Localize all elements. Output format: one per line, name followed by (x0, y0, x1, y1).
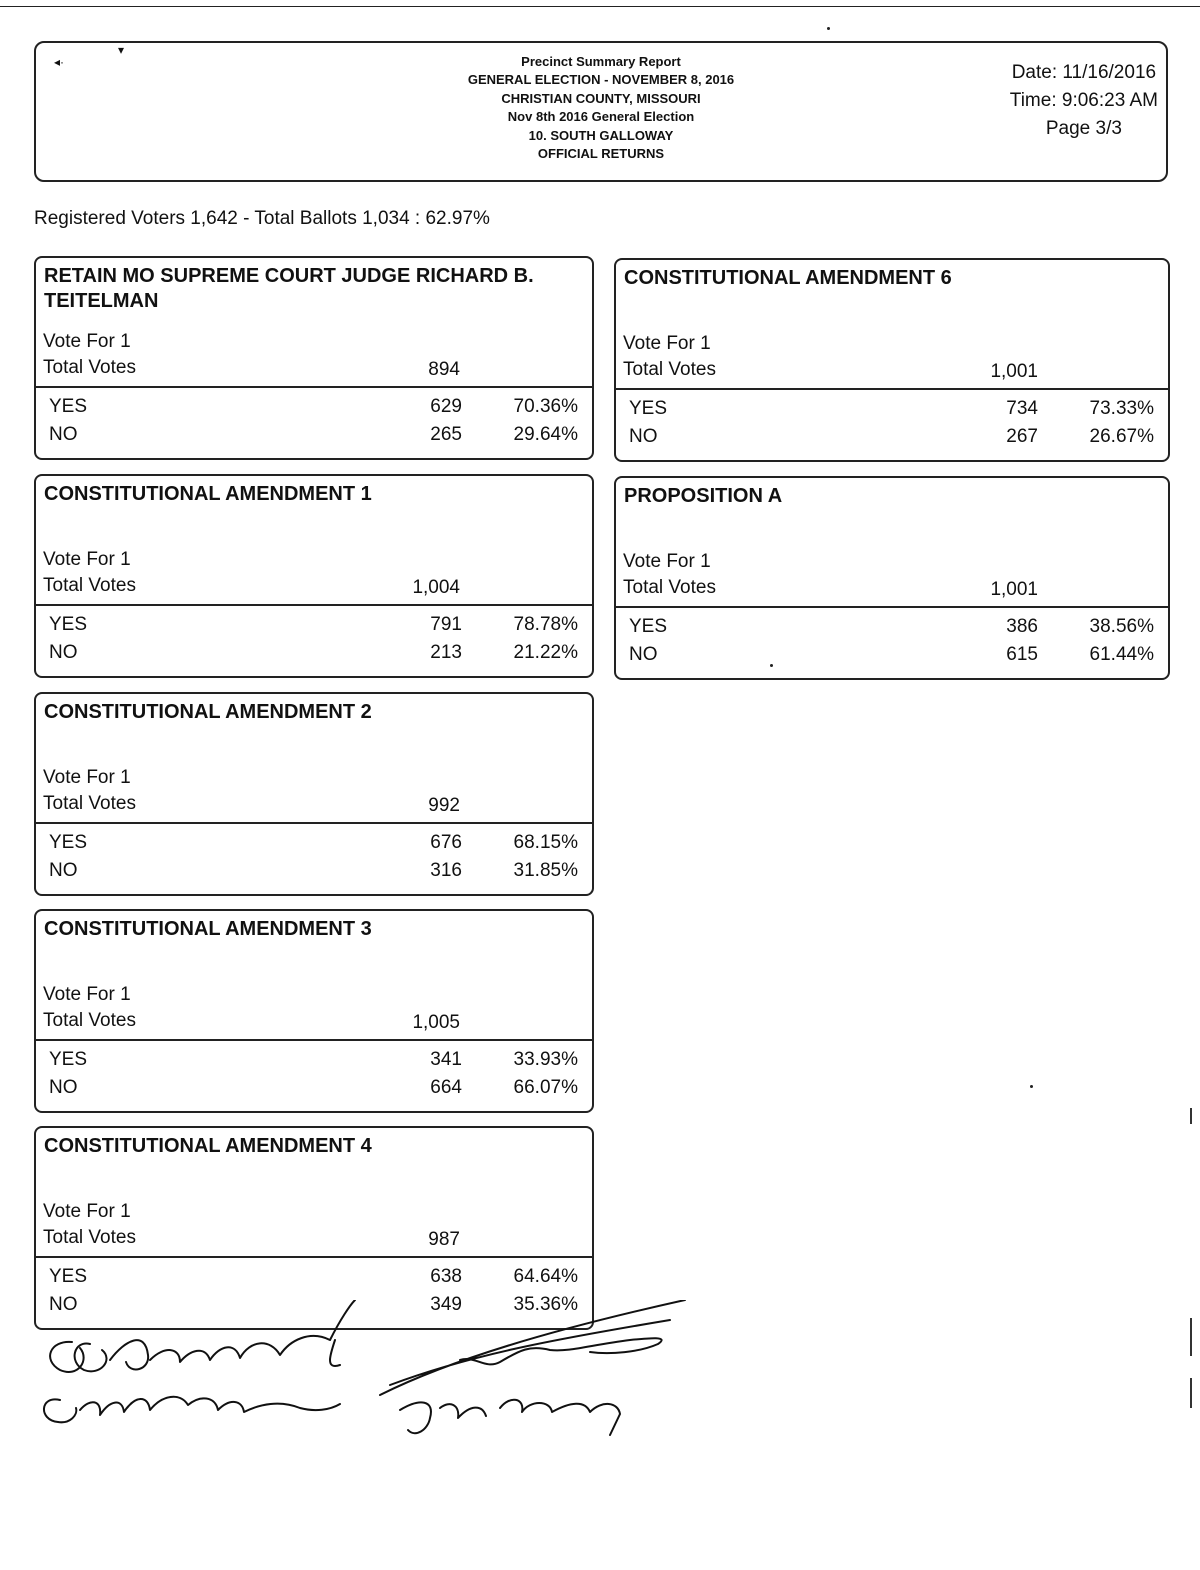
contest-title: CONSTITUTIONAL AMENDMENT 1 (44, 483, 372, 505)
contest-title: RETAIN MO SUPREME COURT JUDGE RICHARD B. TEITELMAN (44, 265, 534, 312)
choice-label: YES (629, 616, 668, 637)
total-votes-label: Total Votes (43, 575, 136, 596)
contest-box (34, 474, 594, 678)
choice-percent: 64.64% (513, 1266, 578, 1287)
total-votes-label: Total Votes (43, 357, 136, 378)
contest-box (34, 692, 594, 896)
scan-edge-mark (1190, 1378, 1192, 1408)
report-meta (1010, 59, 1158, 143)
choice-votes: 267 (1006, 426, 1038, 447)
contest-box (614, 476, 1170, 680)
total-votes-value: 1,001 (990, 579, 1038, 600)
contest-box (614, 258, 1170, 462)
choice-votes: 386 (1006, 616, 1038, 637)
result-row (36, 1266, 592, 1294)
choice-percent: 70.36% (513, 396, 578, 417)
choice-percent: 78.78% (513, 614, 578, 635)
result-row (36, 642, 592, 670)
registration-summary: Registered Voters 1,642 - Total Ballots 1,034 : 62.97% (34, 208, 490, 229)
signature-stroke (50, 1300, 355, 1372)
result-row (36, 614, 592, 642)
choice-votes: 638 (430, 1266, 462, 1287)
result-row (36, 1049, 592, 1077)
report-date: Date: 11/16/2016 (1011, 62, 1157, 83)
scan-mark: ▾ (118, 43, 125, 57)
choice-votes: 629 (430, 396, 462, 417)
divider (36, 1256, 592, 1258)
choice-percent: 73.33% (1089, 398, 1154, 419)
choice-label: YES (49, 614, 88, 635)
total-votes-label: Total Votes (43, 1010, 136, 1031)
choice-votes: 664 (430, 1077, 462, 1098)
vote-for-label: Vote For 1 (43, 549, 131, 570)
vote-for-label: Vote For 1 (43, 984, 131, 1005)
result-row (36, 832, 592, 860)
choice-votes: 615 (1006, 644, 1038, 665)
choice-percent: 38.56% (1089, 616, 1154, 637)
report-header (34, 41, 1168, 182)
election-name: GENERAL ELECTION - NOVEMBER 8, 2016 (467, 72, 735, 88)
vote-for-label: Vote For 1 (43, 331, 131, 352)
result-row (616, 398, 1168, 426)
scan-speck (770, 664, 773, 667)
scan-mark: ◂· (54, 55, 65, 69)
divider (36, 604, 592, 606)
total-votes-label: Total Votes (623, 577, 716, 598)
result-row (36, 1077, 592, 1105)
divider (36, 1039, 592, 1041)
choice-percent: 33.93% (513, 1049, 578, 1070)
result-row (616, 616, 1168, 644)
choice-label: YES (629, 398, 668, 419)
choice-votes: 791 (430, 614, 462, 635)
choice-votes: 316 (430, 860, 462, 881)
result-row (36, 396, 592, 424)
contest-box (34, 909, 594, 1113)
total-votes-value: 894 (428, 359, 460, 380)
contest-box (34, 256, 594, 460)
choice-label: YES (49, 1266, 88, 1287)
signature-stroke (44, 1397, 340, 1422)
choice-label: NO (49, 860, 78, 881)
report-title-block (36, 53, 1166, 163)
signature-stroke (380, 1300, 685, 1395)
scan-speck (827, 27, 830, 30)
choice-votes: 734 (1006, 398, 1038, 419)
choice-percent: 29.64% (513, 424, 578, 445)
result-row (616, 644, 1168, 672)
choice-label: NO (629, 644, 658, 665)
choice-label: NO (49, 424, 78, 445)
total-votes-label: Total Votes (43, 793, 136, 814)
scan-edge-mark (1190, 1108, 1192, 1124)
choice-label: YES (49, 832, 88, 853)
choice-percent: 21.22% (513, 642, 578, 663)
total-votes-label: Total Votes (623, 359, 716, 380)
total-votes-value: 1,005 (412, 1012, 460, 1033)
divider (36, 386, 592, 388)
choice-percent: 68.15% (513, 832, 578, 853)
result-row (36, 860, 592, 888)
choice-percent: 66.07% (513, 1077, 578, 1098)
choice-votes: 349 (430, 1294, 462, 1315)
contest-title: CONSTITUTIONAL AMENDMENT 3 (44, 918, 372, 940)
choice-votes: 265 (430, 424, 462, 445)
result-row (36, 424, 592, 452)
precinct-name: 10. SOUTH GALLOWAY (528, 127, 674, 143)
vote-for-label: Vote For 1 (43, 1201, 131, 1222)
official-returns-label: OFFICIAL RETURNS (537, 146, 665, 162)
vote-for-label: Vote For 1 (623, 333, 711, 354)
choice-label: YES (49, 1049, 88, 1070)
county-name: CHRISTIAN COUNTY, MISSOURI (501, 90, 701, 106)
contest-title: CONSTITUTIONAL AMENDMENT 2 (44, 701, 372, 723)
choice-percent: 61.44% (1089, 644, 1154, 665)
total-votes-value: 992 (428, 795, 460, 816)
total-votes-value: 987 (428, 1229, 460, 1250)
page-number: Page 3/3 (1045, 118, 1122, 139)
vote-for-label: Vote For 1 (43, 767, 131, 788)
scan-speck (1030, 1085, 1033, 1088)
choice-label: NO (49, 642, 78, 663)
choice-label: NO (49, 1077, 78, 1098)
choice-percent: 35.36% (513, 1294, 578, 1315)
contest-title: PROPOSITION A (624, 485, 783, 507)
choice-votes: 213 (430, 642, 462, 663)
election-subtitle: Nov 8th 2016 General Election (507, 109, 695, 125)
choice-votes: 676 (430, 832, 462, 853)
report-title: Precinct Summary Report (521, 54, 681, 69)
divider (616, 606, 1168, 608)
total-votes-value: 1,004 (412, 577, 460, 598)
scan-edge-mark (1190, 1318, 1192, 1356)
choice-label: NO (49, 1294, 78, 1315)
signature-stroke (400, 1400, 620, 1435)
result-row (616, 426, 1168, 454)
total-votes-value: 1,001 (990, 361, 1038, 382)
choice-percent: 31.85% (513, 860, 578, 881)
scan-top-edge (0, 6, 1200, 7)
choice-votes: 341 (430, 1049, 462, 1070)
choice-label: YES (49, 396, 88, 417)
contest-title: CONSTITUTIONAL AMENDMENT 4 (44, 1135, 372, 1157)
choice-percent: 26.67% (1089, 426, 1154, 447)
contest-title: CONSTITUTIONAL AMENDMENT 6 (624, 267, 952, 289)
divider (616, 388, 1168, 390)
total-votes-label: Total Votes (43, 1227, 136, 1248)
divider (36, 822, 592, 824)
signatures-image (30, 1300, 710, 1445)
choice-label: NO (629, 426, 658, 447)
report-time: Time: 9:06:23 AM (1009, 90, 1158, 111)
vote-for-label: Vote For 1 (623, 551, 711, 572)
